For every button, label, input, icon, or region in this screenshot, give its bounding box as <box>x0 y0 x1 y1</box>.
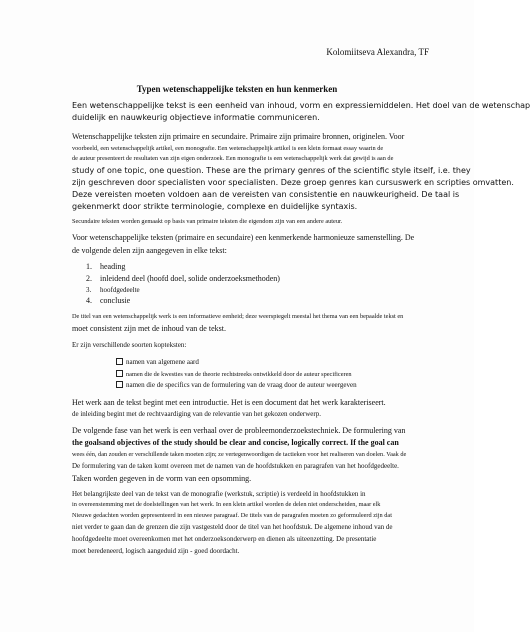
kinds-intro: Er zijn verschillende soorten kopteksten: <box>72 341 187 349</box>
part-item <box>86 286 140 294</box>
part-item <box>86 274 280 283</box>
part-number: 2. <box>86 274 92 283</box>
intro-line-2: duidelijk en nauwkeurig objectieve informatie communiceren. <box>72 113 320 122</box>
intro-line-1: Een wetenschappelijke tekst is een eenheid van inhoud, vorm en expressiemiddelen. Het doel van de wetenschap <box>72 101 530 110</box>
types-line-4: study of one topic, one question. These are the primary genres of the scientific style itself, i.e. they <box>72 166 471 175</box>
part-number: 4. <box>86 296 92 305</box>
document-title: Typen wetenschappelijke teksten en hun kenmerken <box>136 84 338 94</box>
kind-label: namen die de specifics van de formulering van de vraag door de auteur weergeven <box>126 381 357 389</box>
phase-line-2: the goalsand objectives of the study should be clear and concise, logically correct. If the goal can <box>72 438 399 447</box>
types-line-5: zijn geschreven door specialisten voor specialisten. Deze groep genres kan cursuswerk en scripties omvatten. <box>72 178 514 187</box>
main-line-5: hoofdgedeelte moet overeenkomen met het onderzoeksonderwerp en dienen als uiteenzetting. De presentatie <box>72 535 377 543</box>
part-number: 3. <box>86 286 92 294</box>
secondary-text: Secundaire teksten worden gemaakt op basis van primaire teksten die eigendom zijn van een andere auteur. <box>72 218 343 225</box>
structure-line-1: Voor wetenschappelijke teksten (primaire en secundaire) een kenmerkende harmonieuze samenstelling. De <box>72 233 415 242</box>
part-label: heading <box>100 262 126 271</box>
start-line-2: de inleiding begint met de rechtvaardiging van de relevantie van het gekozen onderwerp. <box>72 410 321 418</box>
structure-line-2: de volgende delen zijn aangegeven in elke tekst: <box>72 246 227 255</box>
types-line-3: de auteur presenteert de resultaten van zijn eigen onderzoek. Een monografie is een wetenschappelijk werk dat gewijd is aan de <box>72 155 394 162</box>
types-line-2: voorbeeld, een wetenschappelijk artikel, een monografie. Een wetenschappelijk artikel is een klein formaat essay waarin de <box>72 145 384 152</box>
types-line-1: Wetenschappelijke teksten zijn primaire en secundaire. Primaire zijn primaire bronnen, originelen. Voor <box>72 132 405 141</box>
checkbox-icon <box>116 358 123 365</box>
main-line-1: Het belangrijkste deel van de tekst van de monografie (werkstuk, scriptie) is verdeeld in hoofdstukken in <box>72 490 366 498</box>
phase-line-4: De formulering van de taken komt overeen met de namen van de hoofdstukken en paragrafen van het hoofdgedeelte. <box>72 462 399 470</box>
kind-label: namen van algemene aard <box>126 358 199 366</box>
part-label: inleidend deel (hoofd doel, solide onderzoeksmethoden) <box>100 274 280 283</box>
main-line-2: in overeenstemming met de doelstellingen van het werk. In een klein artikel worden de delen niet onderscheiden, maar elk <box>72 501 381 508</box>
types-line-6: Deze vereisten moeten voldoen aan de vereisten van consistentie en nauwkeurigheid. De taal is <box>72 190 460 199</box>
start-line-1: Het werk aan de tekst begint met een introductie. Het is een document dat het werk karakteriseert. <box>72 398 386 407</box>
main-line-6: moet beredeneerd, logisch aangeduid zijn - goed doordacht. <box>72 547 240 555</box>
kind-label: namen die de kwesties van de theorie rechtstreeks ontwikkeld door de auteur specificeren <box>126 371 352 378</box>
kind-item <box>116 358 199 366</box>
phase-line-1: De volgende fase van het werk is een verhaal over de probleemonderzoekstechniek. De formulering van <box>72 426 406 435</box>
types-line-7: gekenmerkt door strikte terminologie, complexe en duidelijke syntaxis. <box>72 202 358 211</box>
main-line-3: Nieuwe gedachten worden gepresenteerd in een nieuwe paragraaf. De titels van de paragrafen moeten zo geformuleerd zijn dat <box>72 512 392 519</box>
kind-item <box>116 370 352 378</box>
part-number: 1. <box>86 262 92 271</box>
main-line-4: niet verder te gaan dan de grenzen die zijn vastgesteld door de titel van het hoofdstuk. De algemene inhoud van de <box>72 523 393 531</box>
part-item <box>86 262 125 271</box>
checkbox-icon <box>116 381 123 388</box>
title-note-line-1: De titel van een wetenschappelijk werk is een informatieve eenheid; deze weerspiegelt meestal het thema van een bepaalde tekst en <box>72 313 404 320</box>
title-note-line-2: moet consistent zijn met de inhoud van de tekst. <box>72 324 226 333</box>
phase-line-3: wees één, dan zouden er verschillende taken moeten zijn; ze vertegenwoordigen de tactieken voor het realiseren van doelen. Vaak de <box>72 451 407 458</box>
author-line: Kolomiitseva Alexandra, TF <box>326 47 429 57</box>
part-label: hoofdgedeelte <box>100 286 140 294</box>
part-item <box>86 296 130 305</box>
phase-line-5: Taken worden gegeven in de vorm van een opsomming. <box>72 474 252 483</box>
part-label: conclusie <box>100 296 131 305</box>
kind-item <box>116 381 357 389</box>
checkbox-icon <box>116 370 123 377</box>
